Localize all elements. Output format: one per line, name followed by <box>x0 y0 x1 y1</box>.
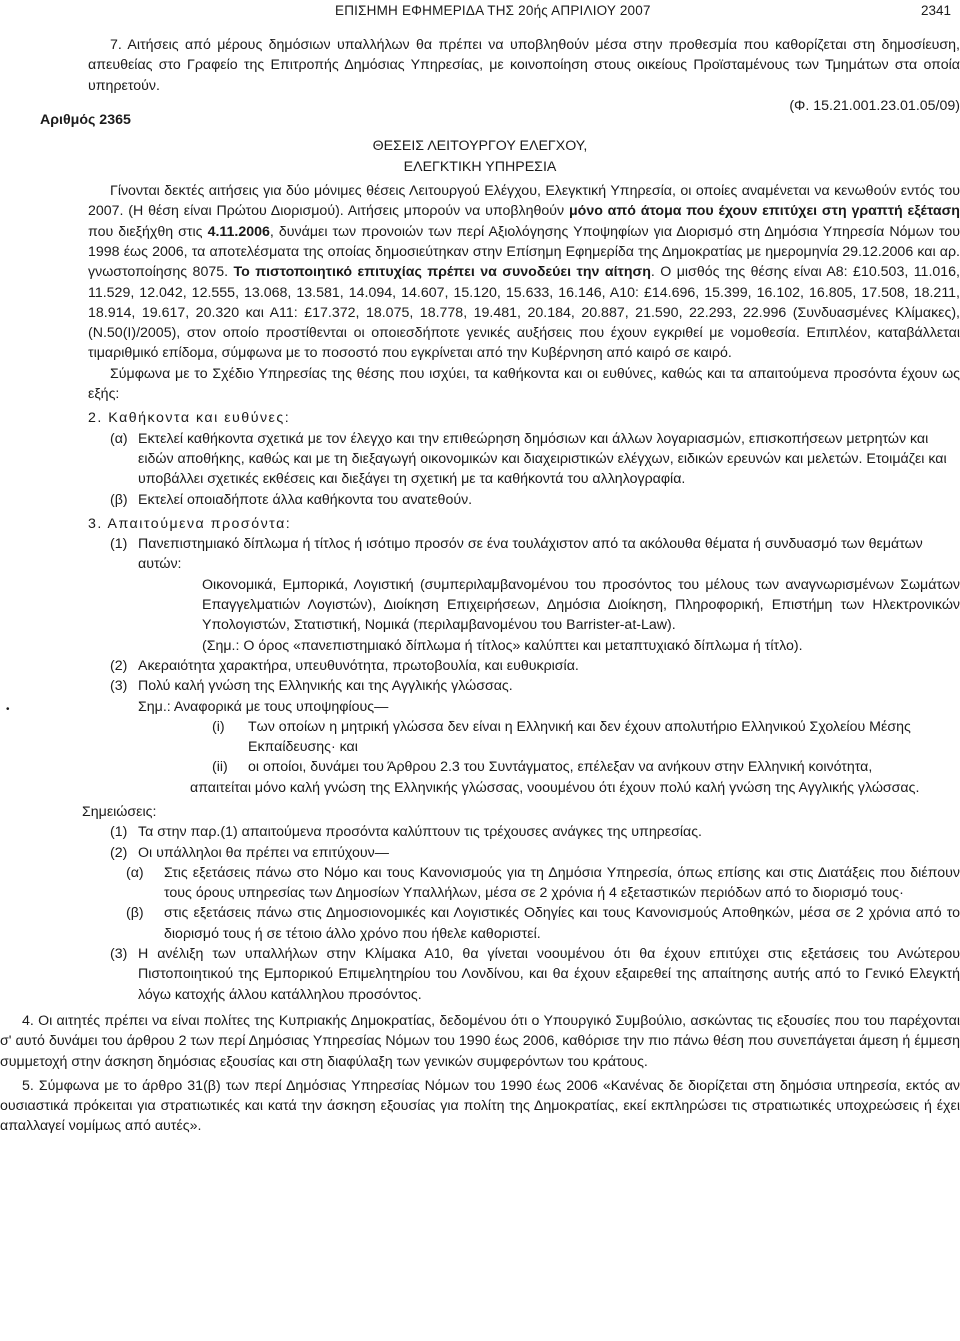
page-number: 2341 <box>921 3 952 18</box>
paragraph-7: 7. Αιτήσεις από μέρους δημόσιων υπαλλήλων θα πρέπει να υποβληθούν μέσα στην προθεσμία που καθορίζεται στη δημοσίευση, απευθείας στο Γραφείο της Επιτροπής Δημόσιας Υπηρεσίας, με κοινοποίηση στους οικείους Προϊσταμένους των Τμημάτων στα οποία υπηρετούν. <box>88 37 960 94</box>
q1-text: Πανεπιστημιακό δίπλωμα ή τίτλος ή ισότιμο προσόν σε ένα τουλάχιστον από τα ακόλουθα θέματα ή συνδυασμό των θεμάτων αυτών: <box>138 536 923 573</box>
document-body <box>0 35 960 1137</box>
paragraph-5: 5. Σύμφωνα με το άρθρο 31(β) των περί Δημόσιας Υπηρεσίας Νόμων του 1990 έως 2006 «Κανένας δε διορίζεται στη δημόσια υπηρεσία, εκτός αν ουσιαστικά πρόκειται για στρατιωτικές και κατά την άσκηση εξουσίας για πολίτη της Δημοκρατίας, εκεί εκπληρώσει τις στρατιωτικές υποχρεώσεις ή έχει απαλλαγεί νομίμως από αυτές». <box>0 1077 960 1135</box>
intro-text-c: που διεξήχθη στις <box>88 223 208 240</box>
gazette-title: ΕΠΙΣΗΜΗ ΕΦΗΜΕΡΙΔΑ ΤΗΣ 20ής ΑΠΡΙΛΙΟΥ 2007 <box>335 3 651 18</box>
duty-b-marker: (β) <box>110 491 128 508</box>
duty-a-text: Εκτελεί καθήκοντα σχετικά με τον έλεγχο και την επιθεώρηση δημόσιων και άλλων λογαριασμών, επισκοπήσεων μετρητών και ειδών αποθήκης, καθώς και με τη διεξαγωγή οικονομικών και διαχειριστικών ελέγχων, ειδικών ερευνών και μελετών. Ετοιμάζει και υποβάλλει σχετικές εκθέσεις και διεξάγει τη σχετική με τα καθήκοντά του αλληλογραφία. <box>138 430 947 488</box>
q3-note-lead: Σημ.: Αναφορικά με τους υποψηφίους— <box>138 698 389 715</box>
q2-text: Ακεραιότητα χαρακτήρα, υπευθυνότητα, πρωτοβουλία, και ευθυκρισία. <box>138 657 579 674</box>
q2-marker: (2) <box>110 657 128 674</box>
notice-title-line-2: ΕΛΕΓΚΤΙΚΗ ΥΠΗΡΕΣΙΑ <box>403 158 557 175</box>
note-1 <box>88 822 960 842</box>
q3-i-text: Των οποίων η μητρική γλώσσα δεν είναι η Ελληνική και δεν έχουν απολυτήριο Ελληνικού Σχολείου Μέσης Εκπαίδευσης· και <box>248 718 911 756</box>
intro-bold-1: μόνο από άτομα που έχουν επιτύχει στη γραπτή εξέταση <box>568 203 960 220</box>
note-3 <box>88 944 960 1005</box>
intro-text-d: , δυνάμει των προνοιών των περί Αξιολόγησης Υποψηφίων για Διορισμό στη Δημόσια Υπηρεσία Νόμων του 1998 έως 2006, τα αποτελέσματα της οποίας δημοσιεύτηκαν στην Επίσημη Εφημερίδα της Δημοκρατίας με ημερομηνία 29.12.2006 και αρ. γνωστοποίησης 8075. <box>88 223 960 281</box>
duty-a <box>88 429 960 490</box>
n2a-text: Στις εξετάσεις πάνω στο Νόμο και τους Κανονισμούς για τη Δημόσια Υπηρεσία, όπως επίσης και στις Διατάξεις που διέπουν τους όρους υπηρεσίας των Δημοσίων Υπαλλήλων, μέσα σε 2 χρόνια ή 4 εξεταστικών περιόδων από το διορισμό τους· <box>164 864 960 902</box>
note-2b <box>88 903 960 944</box>
n2a-marker: (α) <box>126 864 144 881</box>
qualification-2 <box>88 656 960 676</box>
section-3-heading: 3. Απαιτούμενα προσόντα: <box>88 515 292 532</box>
q3-i-marker: (i) <box>212 718 225 735</box>
q1-subjects: Οικονομικά, Εμπορικά, Λογιστική (συμπεριλαμβανομένου του προσόντος του μέλους των αναγνωρισμένων Σωμάτων Επαγγελματιών Λογιστών), Διοίκηση Επιχειρήσεων, Δημόσια Διοίκηση, Πληροφορική, Επιστήμη των Ηλεκτρονικών Υπολογιστών, Στατιστική, Νομικά (περιλαμβανομένου του Barrister-at-Law). <box>202 576 960 634</box>
n2-text: Οι υπάλληλοι θα πρέπει να επιτύχουν— <box>138 844 389 861</box>
margin-mark: • <box>6 704 10 715</box>
duty-b <box>88 490 960 510</box>
page-header <box>0 0 960 22</box>
q3-text: Πολύ καλή γνώση της Ελληνικής και της Αγγλικής γλώσσας. <box>138 678 513 695</box>
n2-marker: (2) <box>110 844 128 861</box>
scheme-paragraph: Σύμφωνα με το Σχέδιο Υπηρεσίας της θέσης που ισχύει, τα καθήκοντα και οι ευθύνες, καθώς και τα απαιτούμενα προσόντα έχουν ως εξής: <box>88 365 960 403</box>
n3-text: Η ανέλιξη των υπαλλήλων στην Κλίμακα Α10, θα γίνεται νοουμένου ότι θα έχουν επιτύχει στις εξετάσεις του Ανώτερου Πιστοποιητικού της Εμπορικού Επιμελητηρίου του Λονδίνου, και θα έχουν εξαιρεθεί της απαίτησης αυτής από το Γενικό Ελεγκτή λόγω κατοχής άλλου κατάλληλου προσόντος. <box>138 946 960 1003</box>
n2b-marker: (β) <box>126 905 144 922</box>
q3-ii-marker: (ii) <box>212 759 228 776</box>
q3-note-i <box>88 717 960 758</box>
note-2 <box>88 843 960 863</box>
notes-heading: Σημειώσεις: <box>82 803 157 820</box>
n2b-text: στις εξετάσεις πάνω στις Δημοσιονομικές και Λογιστικές Οδηγίες και τους Κανονισμούς Αποθηκών, μέσα σε 2 χρόνια από το διορισμό τους ή σε τέτοιο άλλο χρόνο που ήθελε καθοριστεί. <box>164 905 960 942</box>
q3-note-ii <box>88 757 960 777</box>
duty-b-text: Εκτελεί οποιαδήποτε άλλα καθήκοντα του ανατεθούν. <box>138 491 473 508</box>
q3-requirement: απαιτείται μόνο καλή γνώση της Ελληνικής γλώσσας, νοουμένου ότι έχουν πολύ καλή γνώση της Αγγλικής γλώσσας. <box>190 779 920 796</box>
q3-ii-text: οι οποίοι, δυνάμει του Άρθρου 2.3 του Συντάγματος, επέλεξαν να ανήκουν στην Ελληνική κοινότητα, <box>248 759 873 776</box>
notice-number: Αριθμός 2365 <box>40 112 131 129</box>
intro-text-a: Γίνονται δεκτές αιτήσεις για δύο μόνιμες θέσεις Λειτουργού Ελέγχου, Ελεγκτική Υπηρεσία, οι οποίες αναμένεται να κενωθούν εντός του 2007. (Η θέση είναι Πρώτου Διορισμού). Αιτήσεις μπορούν να υποβληθούν <box>88 183 960 220</box>
n3-marker: (3) <box>110 946 128 963</box>
q3-marker: (3) <box>110 678 128 695</box>
n1-marker: (1) <box>110 824 128 841</box>
notice-title-line-1: ΘΕΣΕΙΣ ΛΕΙΤΟΥΡΓΟΥ ΕΛΕΓΧΟΥ, <box>372 138 588 155</box>
paragraph-4: 4. Οι αιτητές πρέπει να είναι πολίτες της Κυπριακής Δημοκρατίας, δεδομένου ότι ο Υπουργικό Συμβούλιο, ασκώντας τις εξουσίες που του παρέχονται σ' αυτό δυνάμει του άρθρου 2 των περί Δημόσιας Υπηρεσίας Νόμων του 1990 έως 2006, καθόρισε την πιο πάνω θέση που συνεπάγεται άμεση ή έμμεση συμμετοχή στην άσκηση δημόσιας εξουσίας και στη διαφύλαξη των γενικών συμφερόντων του κράτους. <box>0 1012 960 1070</box>
section-2-heading: 2. Καθήκοντα και ευθύνες: <box>88 410 291 427</box>
n1-text: Τα στην παρ.(1) απαιτούμενα προσόντα καλύπτουν τις τρέχουσες ανάγκες της υπηρεσίας. <box>138 824 702 841</box>
note-2a <box>88 863 960 904</box>
qualification-1 <box>88 534 960 575</box>
q1-note: (Σημ.: Ο όρος «πανεπιστημιακό δίπλωμα ή τίτλος» καλύπτει και μεταπτυχιακό δίπλωμα ή τίτλο). <box>202 637 803 654</box>
duty-a-marker: (α) <box>110 430 128 447</box>
intro-bold-3: Το πιστοποιητικό επιτυχίας πρέπει να συνοδεύει την αίτηση <box>233 264 651 281</box>
file-reference: (Φ. 15.21.001.23.01.05/09) <box>789 97 960 114</box>
q1-marker: (1) <box>110 536 128 553</box>
intro-bold-2: 4.11.2006 <box>207 223 270 240</box>
intro-text-e: . Ο μισθός της θέσης είναι Α8: £10.503, 11.016, 11.529, 12.042, 12.555, 13.068, 13.581, 14.094, 14.607, 15.120, 15.633, 16.146, Α10: £14.696, 15.399, 16.102, 16.805, 17.508, 18.211, 18.914, 19.617, 20.320 και Α11: £17.372, 18.075, 18.778, 19.481, 20.184, 20.887, 21.590, 22.293, 22.996 (Συνδυασμένες Κλίμακες), (Ν.50(Ι)/2005), στον οποίο προστίθενται οι οποιεσδήποτε γενικές αυξήσεις που έχουν εγκριθεί με νομοθεσία. Επιπλέον, καταβάλλεται τιμαριθμικό επίδομα, σύμφωνα με το ποσοστό που εγκρίνεται από την Κυβέρνηση από καιρό σε καιρό. <box>88 264 960 362</box>
qualification-3 <box>88 676 960 696</box>
intro-paragraph <box>88 181 960 364</box>
